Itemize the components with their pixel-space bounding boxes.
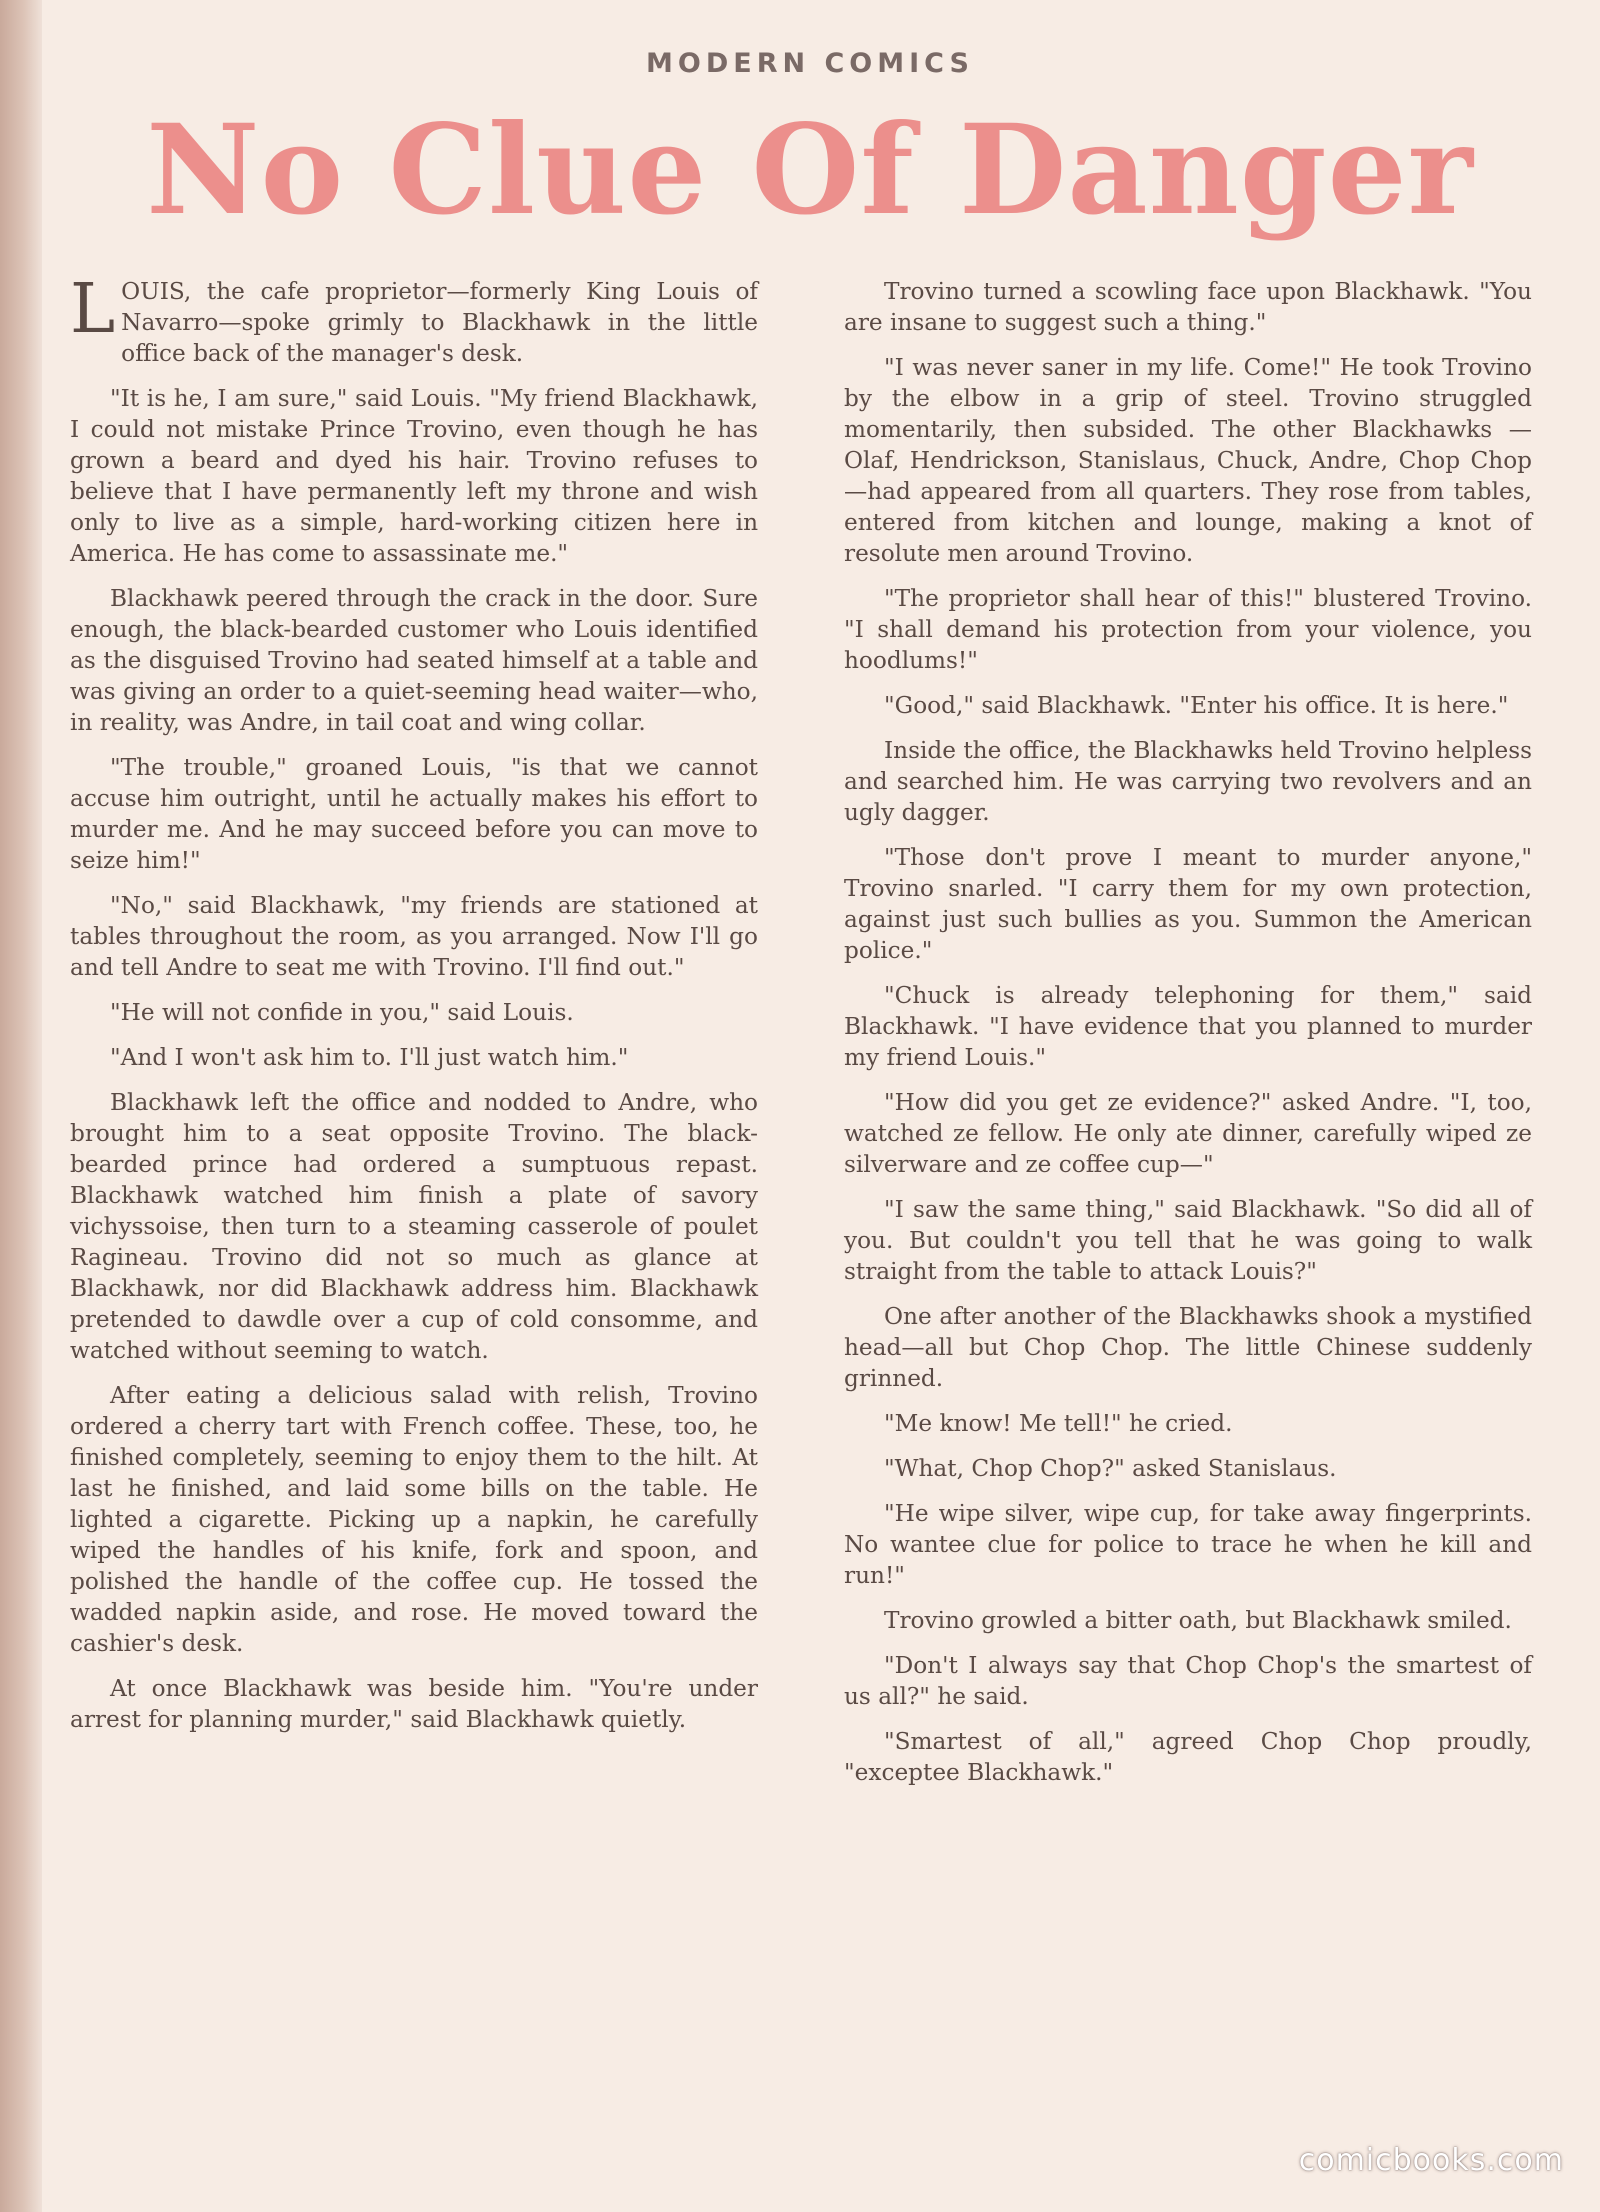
- paragraph: "Don't I always say that Chop Chop's the smartest of us all?" he said.: [844, 1652, 1532, 1710]
- paragraph: "Chuck is already telephoning for them," said Blackhawk. "I have evidence that you planned to murder my friend Louis.": [844, 982, 1532, 1071]
- paragraph: "How did you get ze evidence?" asked Andre. "I, too, watched ze fellow. He only ate dinner, carefully wiped ze silverware and ze coffee cup—": [844, 1089, 1532, 1178]
- paragraph: After eating a delicious salad with relish, Trovino ordered a cherry tart with French coffee. These, too, he finished completely, seeming to enjoy them to the hilt. At last he finished, and laid some bills on the table. He lighted a cigarette. Picking up a napkin, he carefully wiped the handles of his knife, fork and spoon, and polished the handle of the coffee cup. He tossed the wadded napkin aside, and rose. He moved toward the cashier's desk.: [70, 1382, 758, 1657]
- paragraph: LOUIS, the cafe proprietor—formerly King Louis of Navarro—spoke grimly to Blackhawk in the little office back of the manager's desk.: [70, 270, 758, 367]
- paragraph: "He will not confide in you," said Louis.: [110, 999, 574, 1026]
- right-column: [844, 276, 1532, 1802]
- magazine-header: MODERN COMICS: [646, 48, 974, 79]
- paragraph: Trovino turned a scowling face upon Blackhawk. "You are insane to suggest such a thing.": [844, 278, 1532, 336]
- paragraph: "What, Chop Chop?" asked Stanislaus.: [884, 1455, 1337, 1482]
- paragraph: "I was never saner in my life. Come!" He took Trovino by the elbow in a grip of steel. Trovino struggled momentarily, then subsided. The other Blackhawks — Olaf, Hendrickson, Stanislaus, Chuck, Andre, Chop Chop—had appeared from all quarters. They rose from tables, entered from kitchen and lounge, making a knot of resolute men around Trovino.: [844, 354, 1532, 567]
- paragraph: One after another of the Blackhawks shook a mystified head—all but Chop Chop. The little Chinese suddenly grinned.: [844, 1303, 1532, 1392]
- comic-text-page: [70, 40, 1550, 2170]
- drop-cap: L: [70, 270, 116, 349]
- left-column: [70, 270, 758, 1749]
- paragraph: "I saw the same thing," said Blackhawk. "So did all of you. But couldn't you tell that he was going to walk straight from the table to attack Louis?": [844, 1196, 1532, 1285]
- page-spine-shadow: [0, 0, 42, 2212]
- paragraph: "And I won't ask him to. I'll just watch him.": [110, 1044, 629, 1071]
- paragraph: "Good," said Blackhawk. "Enter his office. It is here.": [884, 692, 1509, 719]
- paragraph: Trovino growled a bitter oath, but Blackhawk smiled.: [884, 1607, 1512, 1634]
- paragraph: "Smartest of all," agreed Chop Chop proudly, "exceptee Blackhawk.": [844, 1728, 1532, 1786]
- paragraph: At once Blackhawk was beside him. "You're under arrest for planning murder," said Blackhawk quietly.: [70, 1675, 758, 1733]
- paragraph: "It is he, I am sure," said Louis. "My friend Blackhawk, I could not mistake Prince Trovino, even though he has grown a beard and dyed his hair. Trovino refuses to believe that I have permanently left my throne and wish only to live as a simple, hard-working citizen here in America. He has come to assassinate me.": [70, 385, 758, 567]
- paragraph: Inside the office, the Blackhawks held Trovino helpless and searched him. He was carrying two revolvers and an ugly dagger.: [844, 737, 1533, 826]
- paragraph: Blackhawk peered through the crack in the door. Sure enough, the black-bearded customer who Louis identified as the disguised Trovino had seated himself at a table and was giving an order to a quiet-seeming head waiter—who, in reality, was Andre, in tail coat and wing collar.: [70, 585, 758, 736]
- paragraph: "He wipe silver, wipe cup, for take away fingerprints. No wantee clue for police to trace he when he kill and run!": [844, 1500, 1532, 1589]
- site-watermark: comicbooks.com: [1298, 2143, 1564, 2178]
- story-title: No Clue Of Danger: [146, 98, 1474, 243]
- paragraph: "The proprietor shall hear of this!" blustered Trovino. "I shall demand his protection from your violence, you hoodlums!": [844, 585, 1532, 674]
- paragraph: "Me know! Me tell!" he cried.: [884, 1410, 1233, 1437]
- paragraph: "The trouble," groaned Louis, "is that we cannot accuse him outright, until he actually makes his effort to murder me. And he may succeed before you can move to seize him!": [70, 754, 758, 874]
- paragraph: Blackhawk left the office and nodded to Andre, who brought him to a seat opposite Trovino. The black-bearded prince had ordered a sumptuous repast. Blackhawk watched him finish a plate of savory vichyssoise, then turn to a steaming casserole of poulet Ragineau. Trovino did not so much as glance at Blackhawk, nor did Blackhawk address him. Blackhawk pretended to dawdle over a cup of cold consomme, and watched without seeming to watch.: [70, 1089, 758, 1364]
- paragraph: "No," said Blackhawk, "my friends are stationed at tables throughout the room, as you arranged. Now I'll go and tell Andre to seat me with Trovino. I'll find out.": [70, 892, 758, 981]
- paragraph: "Those don't prove I meant to murder anyone," Trovino snarled. "I carry them for my own protection, against just such bullies as you. Summon the American police.": [844, 844, 1532, 964]
